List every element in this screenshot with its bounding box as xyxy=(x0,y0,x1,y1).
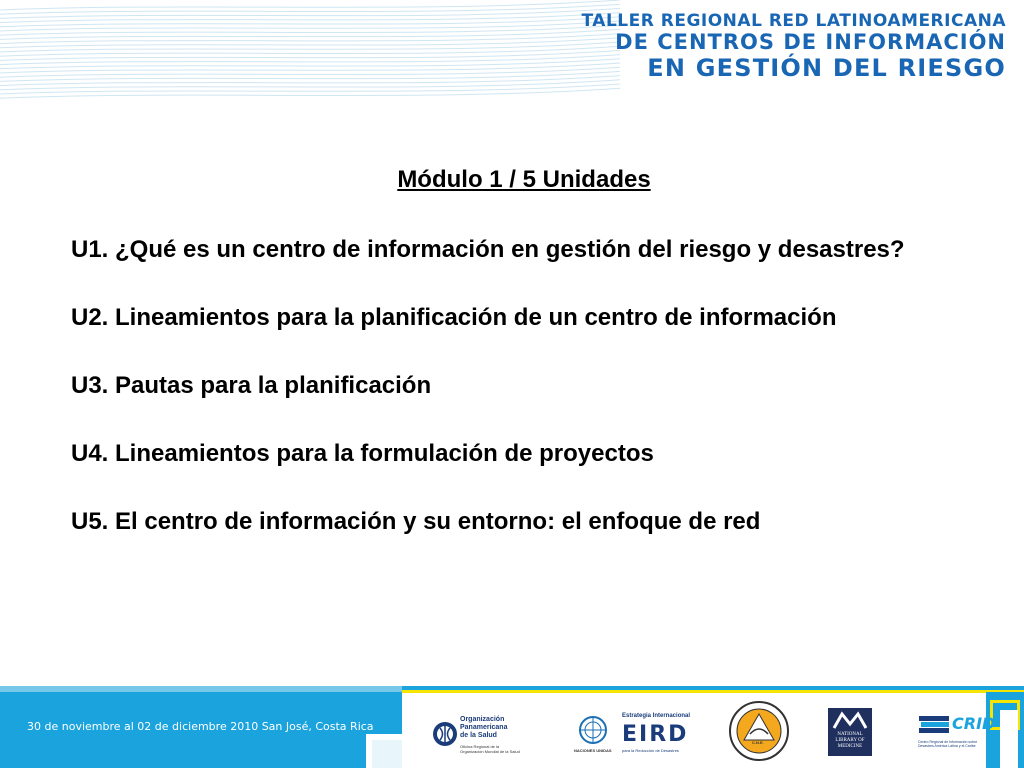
header-wave-line xyxy=(0,88,620,98)
ops-subtitle-line1: Oficina Regional de la xyxy=(460,744,500,749)
event-title-line2: DE CENTROS DE INFORMACIÓN xyxy=(615,30,1006,55)
event-title xyxy=(582,12,1006,81)
crid-books-icon xyxy=(918,714,952,736)
nlm-logo xyxy=(828,708,872,756)
unit-item-1: U1. ¿Qué es un centro de información en gestión del riesgo y desastres? xyxy=(71,236,905,263)
nlm-name-line2: LIBRARY OF xyxy=(835,738,865,743)
module-title: Módulo 1 / 5 Unidades xyxy=(397,166,651,193)
nlm-emblem-icon xyxy=(828,710,872,732)
event-date-place: 30 de noviembre al 02 de diciembre 2010 San José, Costa Rica xyxy=(27,720,374,733)
footer-notch-inner xyxy=(372,740,402,768)
unit-item-3: U3. Pautas para la planificación xyxy=(71,372,432,399)
ops-name-line2: Panamericana xyxy=(460,724,508,731)
ops-subtitle-line2: Organización Mundial de la Salud xyxy=(460,749,520,754)
nlm-name-line1: NATIONAL xyxy=(837,732,863,737)
ops-name-line1: Organización xyxy=(460,716,505,723)
cne-label: C.N.E. xyxy=(752,740,764,745)
un-name: NACIONES UNIDAS xyxy=(574,748,612,753)
crid-acronym: CRID xyxy=(952,714,996,733)
eird-acronym: EIRD xyxy=(622,722,689,747)
eird-logo xyxy=(622,714,694,756)
crid-logo xyxy=(918,714,996,756)
footer-right-white xyxy=(1000,710,1018,768)
cne-emblem-icon xyxy=(728,700,790,762)
unit-item-5: U5. El centro de información y su entorno: el enfoque de red xyxy=(71,508,761,535)
unit-list xyxy=(71,233,951,573)
footer-bar xyxy=(0,686,1024,768)
unit-item-2: U2. Lineamientos para la planificación de un centro de información xyxy=(71,304,837,331)
nlm-name xyxy=(828,732,872,750)
event-title-line1: TALLER REGIONAL RED LATINOAMERICANA xyxy=(581,11,1006,31)
ops-subtitle xyxy=(460,744,520,754)
nlm-name-line3: MEDICINE xyxy=(837,744,863,749)
un-logo xyxy=(574,714,612,756)
cne-logo xyxy=(728,700,790,762)
ops-name-line3: de la Salud xyxy=(460,732,497,739)
un-emblem-icon xyxy=(576,714,610,746)
footer-yellow-line xyxy=(402,690,1024,693)
eird-top: Estrategia Internacional xyxy=(622,713,691,719)
ops-logo xyxy=(432,714,532,756)
eird-subtitle: para la Reducción de Desastres xyxy=(622,748,679,753)
header-banner xyxy=(0,0,1024,100)
event-title-line3: EN GESTIÓN DEL RIESGO xyxy=(647,53,1006,82)
ops-emblem-icon xyxy=(432,716,458,752)
crid-subtitle: Centro Regional de Información sobre Desastres América Latina y el Caribe xyxy=(918,740,978,748)
ops-name xyxy=(460,716,507,740)
unit-item-4: U4. Lineamientos para la formulación de proyectos xyxy=(71,440,654,467)
